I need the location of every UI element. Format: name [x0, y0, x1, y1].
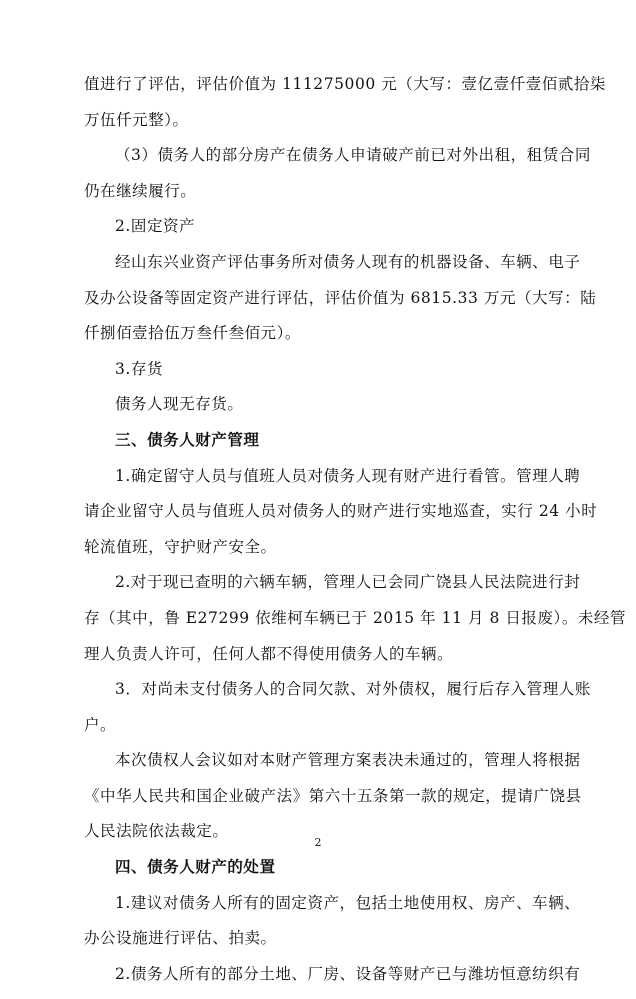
text-line: 1.确定留守人员与值班人员对债务人现有财产进行看管。管理人聘 — [115, 466, 581, 485]
text-line: 值进行了评估，评估价值为 111275000 元（大写：壹亿壹仟壹佰贰拾柒 — [84, 75, 606, 93]
text-line: 债务人现无存货。 — [115, 395, 244, 414]
text-line: 存（其中，鲁 E27299 依维柯车辆已于 2015 年 11 月 8 日报废）。未经管 — [84, 608, 627, 627]
section-subheading: 3.存货 — [115, 359, 163, 378]
text-line: 理人负责人许可，任何人都不得使用债务人的车辆。 — [84, 644, 454, 663]
text-line: 万伍仟元整）。 — [84, 110, 189, 129]
text-line: 1.建议对债务人所有的固定资产，包括土地使用权、房产、车辆、 — [115, 893, 581, 912]
section-subheading: 2.固定资产 — [115, 217, 196, 236]
text-line: 轮流值班，守护财产安全。 — [84, 537, 277, 556]
text-line: 仍在继续履行。 — [84, 181, 197, 200]
text-line: （3）债务人的部分房产在债务人申请破产前已对外出租，租赁合同 — [115, 146, 591, 165]
text-line: 办公设施进行评估、拍卖。 — [84, 929, 277, 948]
page-number: 2 — [314, 836, 322, 849]
text-line: 2.债务人所有的部分土地、厂房、设备等财产已与潍坊恒意纺织有 — [115, 964, 581, 983]
section-heading: 四、债务人财产的处置 — [115, 857, 276, 877]
text-line: 人民法院依法裁定。 — [84, 822, 229, 841]
text-line: 2.对于现已查明的六辆车辆，管理人已会同广饶县人民法院进行封 — [115, 573, 581, 592]
text-line: 及办公设备等固定资产进行评估，评估价值为 6815.33 万元（大写：陆 — [84, 288, 597, 307]
text-line: 请企业留守人员与值班人员对债务人的财产进行实地巡查，实行 24 小时 — [84, 502, 598, 521]
document-body — [84, 74, 627, 999]
text-line: 《中华人民共和国企业破产法》第六十五条第一款的规定，提请广饶县 — [84, 786, 582, 805]
text-line: 3．对尚未支付债务人的合同欠款、对外债权，履行后存入管理人账 — [115, 680, 591, 699]
text-line: 经山东兴业资产评估事务所对债务人现有的机器设备、车辆、电子 — [115, 252, 581, 271]
text-line: 仟捌佰壹拾伍万叁仟叁佰元）。 — [84, 324, 301, 343]
text-line: 本次债权人会议如对本财产管理方案表决未通过的，管理人将根据 — [115, 751, 581, 770]
section-heading: 三、债务人财产管理 — [115, 429, 260, 449]
text-line: 户。 — [84, 715, 117, 734]
